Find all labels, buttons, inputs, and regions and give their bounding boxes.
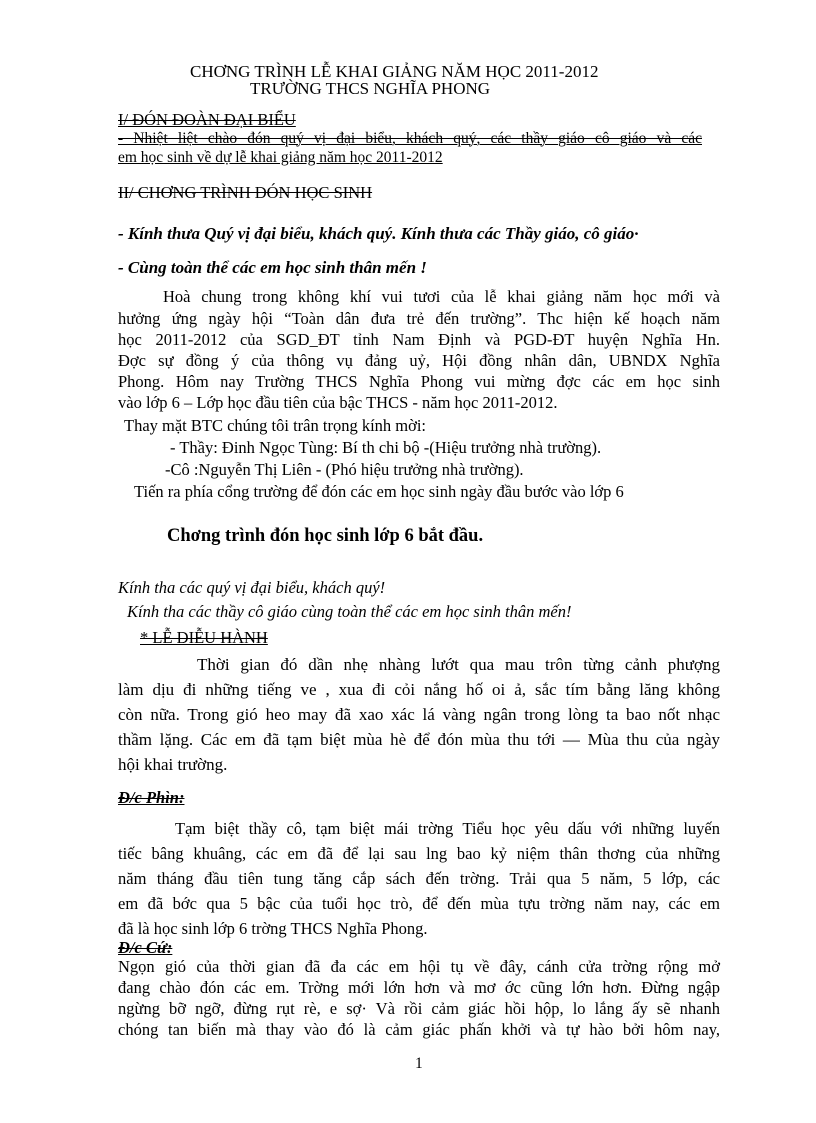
paragraph-line: chóng tan biến mà thay vào đó là cảm giác phấn khởi và tự hào bởi hôm nay, — [118, 1020, 720, 1039]
school-title: TRƯỜNG THCS NGHĨA PHONG — [250, 79, 491, 98]
paragraph-line: hưởng ứng ngày hội “Toàn dân đưa trẻ đến trường”. Thc hiện kế hoạch năm — [118, 309, 720, 328]
paragraph-line: hội khai trường. — [118, 755, 228, 774]
parade-heading: * LỄ DIỄU HÀNH — [140, 628, 268, 647]
guest-vice-principal: -Cô :Nguyễn Thị Liên - (Phó hiệu trưởng nhà trường). — [165, 460, 524, 479]
greeting-line-2: - Cùng toàn thể các em học sinh thân mến ! — [118, 258, 427, 277]
paragraph-line: tiếc bâng khuâng, các em đã để lại sau lng bao kỷ niệm thân thơng của những — [118, 844, 720, 863]
address-teachers-students: Kính tha các thầy cô giáo cùng toàn thể các em học sinh thân mến! — [127, 602, 572, 621]
speaker-cu: Đ/c Cứ: — [118, 938, 173, 957]
paragraph-line: Đợc sự đồng ý của thông vụ đảng uỷ, Hội đồng nhân dân, UBNDX Nghĩa — [118, 351, 720, 370]
paragraph-line: Hoà chung trong không khí vui tươi của lễ khai giảng năm học mới và — [163, 287, 720, 306]
page-number: 1 — [415, 1055, 423, 1072]
paragraph-line: ngừng bỡ ngỡ, đừng rụt rè, e sợ· Và rồi cảm giác hồi hộp, lo lắng ấy sẽ nhanh — [118, 999, 720, 1018]
paragraph-line: năm tháng đầu tiên tung tăng cắp sách đến trờng. Trải qua 5 năm, 5 lớp, các — [118, 869, 720, 888]
paragraph-line: thầm lặng. Các em đã tạm biệt mùa hè để đón mùa thu tới — Mùa thu của ngày — [118, 730, 720, 749]
paragraph-line: Tạm biệt thầy cô, tạm biệt mái trờng Tiểu học yêu dấu với những luyến — [175, 819, 720, 838]
program-start-heading: Chơng trình đón học sinh lớp 6 bắt đầu. — [167, 526, 484, 546]
welcome-students-line: Tiến ra phía cổng trường để đón các em học sinh ngày đầu bước vào lớp 6 — [134, 482, 624, 501]
speaker-phin: Đ/c Phìn: — [118, 788, 185, 807]
section2-heading: II/ CHƠNG TRÌNH ĐÓN HỌC SINH — [118, 183, 373, 202]
invite-intro: Thay mặt BTC chúng tôi trân trọng kính mời: — [124, 416, 427, 435]
paragraph-line: đã là học sinh lớp 6 trờng THCS Nghĩa Phong. — [118, 919, 428, 938]
welcome-line-1: - Nhiệt liệt chào đón quý vị đại biểu, khách quý, các thầy giáo cô giáo và các — [118, 130, 702, 147]
paragraph-line: em đã bớc qua 5 bậc của tuổi học trò, để đến mùa tựu trờng năm nay, các em — [118, 894, 720, 913]
greeting-line-1: - Kính thưa Quý vị đại biểu, khách quý. Kính thưa các Thầy giáo, cô giáo· — [118, 224, 639, 243]
paragraph-line: đang chào đón các em. Trờng mới lớn hơn và mơ ớc cũng lớn hơn. Đừng ngập — [118, 978, 720, 997]
guest-principal: - Thầy: Đinh Ngọc Tùng: Bí th chi bộ -(Hiệu trưởng nhà trường). — [170, 438, 602, 457]
paragraph-line: làm dịu đi những tiếng ve , xua đi cỏi nắng hố oi ả, sắc tím bằng lăng không — [118, 680, 720, 699]
welcome-line-2: em học sinh về dự lễ khai giảng năm học 2011-2012 — [118, 149, 443, 166]
paragraph-line: Ngọn gió của thời gian đã đa các em hội tụ về đây, cánh cửa trờng rộng mở — [118, 957, 720, 976]
address-guests: Kính tha các quý vị đại biểu, khách quý! — [118, 578, 386, 597]
section1-heading: I/ ĐÓN ĐOÀN ĐẠI BIỂU — [118, 110, 296, 129]
paragraph-line: còn nữa. Trong gió heo may đã xao xác lá vàng ngân trong lòng ta bao nốt nhạc — [118, 705, 720, 724]
paragraph-line: Phong. Hôm nay Trường THCS Nghĩa Phong vui mừng đợc các em học sinh — [118, 372, 720, 391]
paragraph-line: học 2011-2012 của SGD_ĐT tỉnh Nam Định và PGD-ĐT huyện Nghĩa Hn. — [118, 330, 720, 349]
paragraph-line: Thời gian đó dần nhẹ nhàng lướt qua mau trôn từng cảnh phượng — [197, 655, 720, 674]
program-title: CHƠNG TRÌNH LỄ KHAI GIẢNG NĂM HỌC 2011-2012 — [190, 62, 599, 81]
paragraph-line: vào lớp 6 – Lớp học đầu tiên của bậc THCS - năm học 2011-2012. — [118, 393, 558, 412]
